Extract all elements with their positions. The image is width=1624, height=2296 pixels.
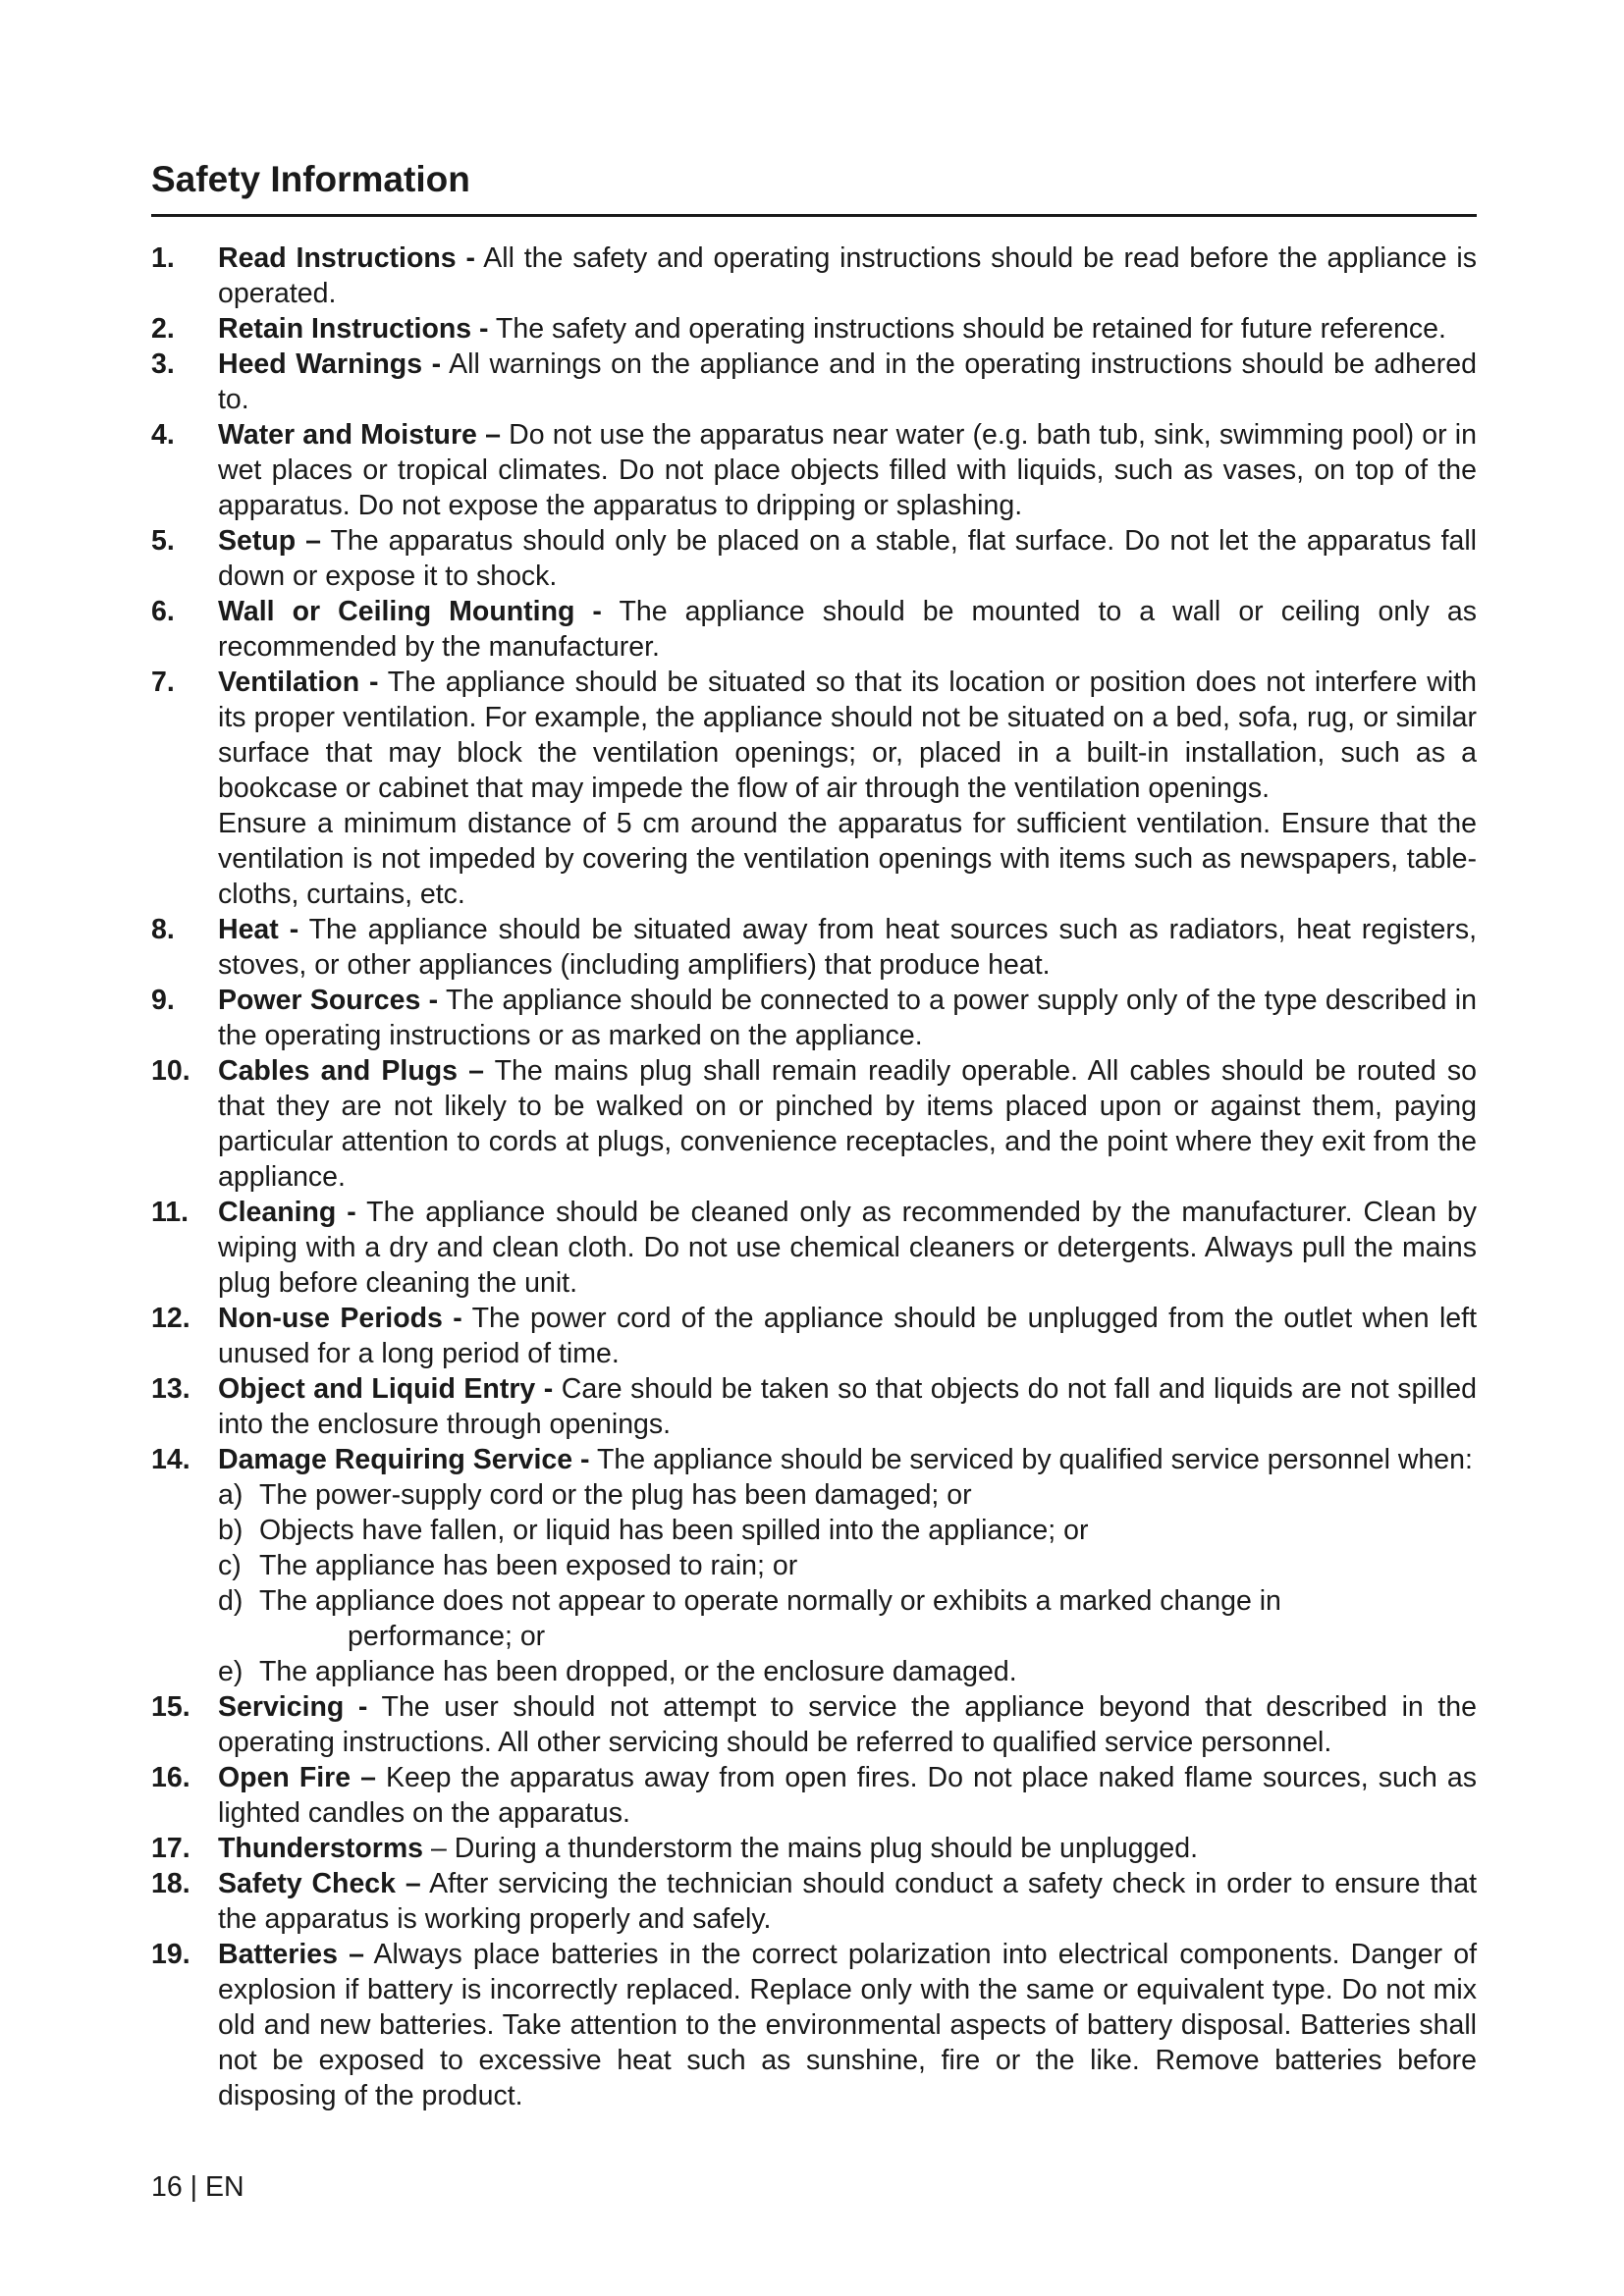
page-title: Safety Information: [151, 159, 470, 199]
item-number: 15.: [151, 1691, 190, 1723]
sub-list-item: [218, 1654, 1477, 1689]
item-text: After servicing the technician should conduct a safety check in order to ensure that the apparatus is working properly and safely.: [218, 1868, 1477, 1935]
sub-item-letter: b): [218, 1515, 244, 1546]
page-footer: 16 | EN: [151, 2171, 244, 2203]
item-number: 8.: [151, 914, 175, 945]
item-text: The power cord of the appliance should be unplugged from the outlet when left unused for a long period of time.: [218, 1303, 1477, 1369]
item-text: The appliance should be connected to a power supply only of the type described in the operating instructions or as marked on the appliance.: [218, 985, 1477, 1051]
sub-list: [218, 1477, 1477, 1689]
item-number: 19.: [151, 1939, 190, 1970]
item-number: 11.: [151, 1197, 189, 1228]
item-number: 1.: [151, 242, 175, 274]
item-text: Keep the apparatus away from open fires. Do not place naked flame sources, such as lighted candles on the apparatus.: [218, 1762, 1478, 1829]
sub-item-text: The appliance has been dropped, or the enclosure damaged.: [259, 1656, 1017, 1687]
item-heading: Power Sources -: [218, 985, 439, 1016]
sub-item-text: The power-supply cord or the plug has been damaged; or: [259, 1479, 972, 1511]
item-text-continued: Ensure a minimum distance of 5 cm around the apparatus for sufficient ventilation. Ensure that the ventilation is not impeded by covering the ventilation openings with items such as newspapers, table-cloths, curtains, etc.: [218, 808, 1477, 910]
sub-item-text-continued: performance; or: [348, 1621, 546, 1652]
sub-item-letter: d): [218, 1585, 244, 1617]
item-text: All the safety and operating instructions should be read before the appliance is operated.: [218, 242, 1477, 309]
item-text: The safety and operating instructions should be retained for future reference.: [488, 313, 1446, 345]
list-item: [151, 1866, 1477, 1937]
item-heading: Object and Liquid Entry -: [218, 1373, 554, 1405]
title-divider: [151, 214, 1477, 217]
list-item: [151, 1937, 1477, 2113]
item-text: The appliance should be mounted to a wall or ceiling only as recommended by the manufacturer.: [218, 596, 1477, 663]
item-heading: Read Instructions -: [218, 242, 475, 274]
item-text: The appliance should be situated away from heat sources such as radiators, heat registers, stoves, or other appliances (including amplifiers) that produce heat.: [218, 914, 1477, 981]
sub-item-text: The appliance has been exposed to rain; or: [259, 1550, 798, 1581]
item-number: 6.: [151, 596, 175, 627]
list-item: [151, 912, 1477, 983]
item-heading: Cables and Plugs –: [218, 1055, 485, 1087]
item-heading: Wall or Ceiling Mounting -: [218, 596, 602, 627]
item-heading: Heat -: [218, 914, 299, 945]
item-heading: Safety Check –: [218, 1868, 421, 1899]
item-heading: Servicing -: [218, 1691, 368, 1723]
item-number: 14.: [151, 1444, 190, 1475]
item-text: The apparatus should only be placed on a stable, flat surface. Do not let the apparatus fall down or expose it to shock.: [218, 525, 1478, 592]
item-number: 13.: [151, 1373, 190, 1405]
item-number: 9.: [151, 985, 175, 1016]
item-number: 10.: [151, 1055, 190, 1087]
item-heading: Water and Moisture –: [218, 419, 501, 451]
sub-item-text: The appliance does not appear to operate normally or exhibits a marked change in: [259, 1585, 1281, 1617]
list-item: [151, 1689, 1477, 1760]
list-item: [151, 240, 1477, 311]
item-number: 4.: [151, 419, 175, 451]
sub-item-letter: e): [218, 1656, 244, 1687]
item-text: All warnings on the appliance and in the operating instructions should be adhered to.: [218, 348, 1477, 415]
item-text: Care should be taken so that objects do not fall and liquids are not spilled into the enclosure through openings.: [218, 1373, 1478, 1440]
item-text: The appliance should be serviced by qualified service personnel when:: [589, 1444, 1473, 1475]
list-item: [151, 1195, 1477, 1301]
item-heading: Cleaning -: [218, 1197, 356, 1228]
list-item: [151, 523, 1477, 594]
list-item: [151, 311, 1477, 347]
item-number: 17.: [151, 1833, 190, 1864]
item-number: 5.: [151, 525, 175, 557]
item-number: 16.: [151, 1762, 190, 1793]
item-heading: Open Fire –: [218, 1762, 376, 1793]
list-item: [151, 1442, 1477, 1689]
list-item: [151, 347, 1477, 417]
item-number: 12.: [151, 1303, 190, 1334]
item-text: – During a thunderstorm the mains plug should be unplugged.: [423, 1833, 1199, 1864]
item-text: Do not use the apparatus near water (e.g. bath tub, sink, swimming pool) or in wet places or tropical climates. Do not place objects filled with liquids, such as vases, on top of the apparatus. Do not expose the apparatus to dripping or splashing.: [218, 419, 1477, 521]
safety-list: [151, 240, 1477, 2113]
item-text: The mains plug shall remain readily operable. All cables should be routed so that they are not likely to be walked on or pinched by items placed upon or against them, paying particular attention to cords at plugs, convenience receptacles, and the point where they exit from the appliance.: [218, 1055, 1477, 1193]
item-heading: Heed Warnings -: [218, 348, 442, 380]
item-heading: Thunderstorms: [218, 1833, 424, 1864]
sub-list-item: [218, 1583, 1477, 1654]
list-item: [151, 1053, 1477, 1195]
list-item: [151, 1371, 1477, 1442]
list-item: [151, 1831, 1477, 1866]
item-heading: Batteries –: [218, 1939, 364, 1970]
item-heading: Damage Requiring Service -: [218, 1444, 590, 1475]
item-text: The user should not attempt to service the appliance beyond that described in the operating instructions. All other servicing should be referred to qualified service personnel.: [218, 1691, 1477, 1758]
sub-item-letter: a): [218, 1479, 244, 1511]
item-text: The appliance should be cleaned only as recommended by the manufacturer. Clean by wiping with a dry and clean cloth. Do not use chemical cleaners or detergents. Always pull the mains plug before cleaning the unit.: [218, 1197, 1477, 1299]
item-text: Always place batteries in the correct polarization into electrical components. Danger of explosion if battery is incorrectly replaced. Replace only with the same or equivalent type. Do not mix old and new batteries. Take attention to the environmental aspects of battery disposal. Batteries shall not be exposed to excessive heat such as sunshine, fire or the like. Remove batteries before disposing of the product.: [218, 1939, 1477, 2111]
sub-list-item: [218, 1477, 1477, 1513]
list-item: [151, 594, 1477, 665]
sub-item-text: Objects have fallen, or liquid has been spilled into the appliance; or: [259, 1515, 1089, 1546]
list-item: [151, 983, 1477, 1053]
item-text: The appliance should be situated so that its location or position does not interfere with its proper ventilation. For example, the appliance should not be situated on a bed, sofa, rug, or similar surface that may block the ventilation openings; or, placed in a built-in installation, such as a bookcase or cabinet that may impede the flow of air through the ventilation openings.: [218, 667, 1477, 804]
list-item: [151, 1760, 1477, 1831]
item-number: 18.: [151, 1868, 190, 1899]
list-item: [151, 417, 1477, 523]
item-number: 7.: [151, 667, 175, 698]
sub-list-item: [218, 1548, 1477, 1583]
list-item: [151, 665, 1477, 912]
item-number: 2.: [151, 313, 175, 345]
sub-list-item: [218, 1513, 1477, 1548]
item-heading: Ventilation -: [218, 667, 379, 698]
list-item: [151, 1301, 1477, 1371]
sub-item-letter: c): [218, 1550, 242, 1581]
item-heading: Retain Instructions -: [218, 313, 489, 345]
item-heading: Non-use Periods -: [218, 1303, 462, 1334]
item-number: 3.: [151, 348, 175, 380]
item-heading: Setup –: [218, 525, 322, 557]
